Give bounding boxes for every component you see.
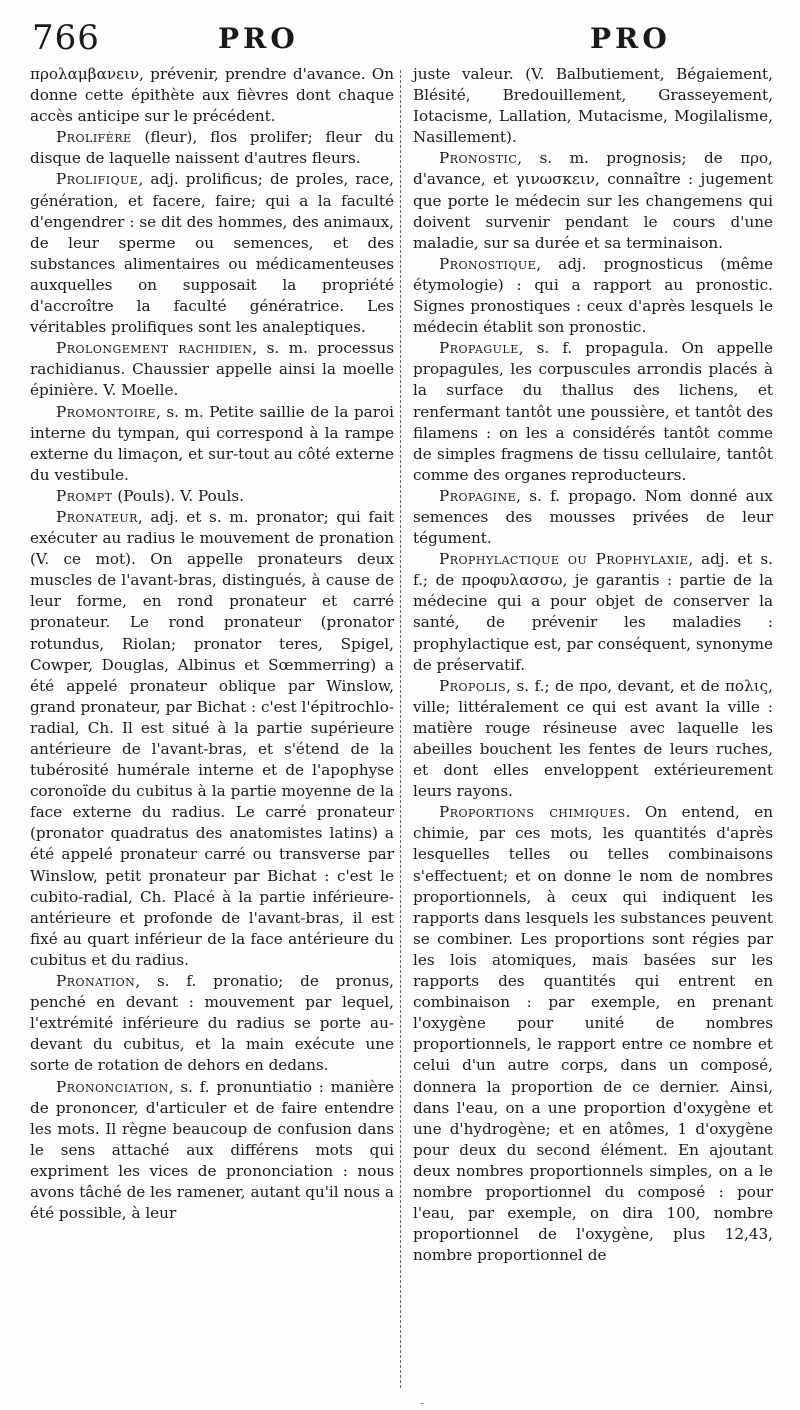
- running-head-right: PRO: [590, 22, 671, 55]
- dictionary-entry: [413, 549, 773, 676]
- entry-text: , s. f. propago. Nom donné aux semences des mousses privées de leur tégument.: [413, 486, 773, 548]
- dictionary-entry: [413, 338, 773, 486]
- right-column: [413, 64, 773, 1266]
- entry-text: , adj. et s. f.; de προφυλασσω, je garantis : partie de la médecine qui a pour objet de conserver la santé, de prévenir les maladies : prophylactique est, par conséquent, synonyme de préservatif.: [413, 550, 773, 674]
- entry-text: , s. f. pronatio; de pronus, penché en devant : mouvement par lequel, l'extrémité inférieure du radius se porte au-devant du cubitus, et la main exécute une sorte de rotation de dehors en dedans.: [30, 972, 394, 1075]
- entry-headword: Proportions chimiques: [439, 803, 626, 822]
- entry-headword: Propagule: [439, 339, 519, 358]
- entry-text: , s. m. prognosis; de προ, d'avance, et γινωσκειν, connaître : jugement que porte le médecin sur les changemens qui doivent survenir pendant le cours d'une maladie, sur sa durée et sa terminaison.: [413, 149, 773, 252]
- entry-headword: Pronostic: [439, 149, 518, 168]
- entry-text: , s. f. pronuntiatio : manière de prononcer, d'articuler et de faire entendre les mots. Il règne beaucoup de confusion dans le sens attaché aux différens mots qui expriment les vices de prononciation : nous avons tâché de les ramener, autant qu'il nous a été possible, à leur: [30, 1077, 394, 1223]
- dictionary-entry: [30, 1077, 394, 1225]
- dictionary-entry: [413, 148, 773, 253]
- entry-text: , s. m. processus rachidianus. Chaussier appelle ainsi la moelle épinière. V. Moelle.: [30, 339, 394, 400]
- footer-mark: -: [420, 1396, 425, 1410]
- dictionary-entry: [30, 507, 394, 971]
- entry-text: (Pouls). V. Pouls.: [112, 486, 245, 505]
- dictionary-entry: [30, 127, 394, 169]
- dictionary-entry: [30, 169, 394, 338]
- entry-text: , s. f. propagula. On appelle propagules, les corpuscules arrondis placés à la surface du thallus des lichens, et renfermant tantôt une poussière, et tantôt des filamens : on les a considérés tantôt comme de simples fragmens de tissu cellulaire, tantôt comme des organes reproducteurs.: [413, 339, 773, 484]
- dictionary-entry: [413, 64, 773, 148]
- entry-text: , adj. prognosticus (même étymologie) : qui a rapport au pronostic. Signes pronostiques : ceux d'après lesquels le médecin établit son pronostic.: [413, 254, 773, 337]
- dictionary-entry: [30, 64, 394, 127]
- dictionary-entry: [413, 676, 773, 803]
- entry-headword: Prompt: [56, 486, 113, 505]
- left-column: [30, 64, 394, 1224]
- entry-text: , s. m. Petite saillie de la paroi interne du tympan, qui correspond à la rampe externe du limaçon, et sur-tout au côté externe du vestibule.: [30, 402, 394, 484]
- entry-headword: Prolifique: [56, 170, 139, 189]
- dictionary-entry: [30, 971, 394, 1076]
- entry-headword: Prononciation: [56, 1077, 169, 1096]
- entry-text: . On entend, en chimie, par ces mots, les quantités d'après lesquelles telles ou telles combinaisons s'effectuent; et on donne le nom de nombres proportionnels, à ceux qui indiquent les rapports dans lesquels les substances peuvent se combiner. Les proportions sont régies par les lois atomiques, mais basées sur les rapports des quantités qui entrent en combinaison : par exemple, en prenant l'oxygène pour unité de nombres proportionnels, le rapport entre ce nombre et celui d'un autre corps, dans un composé, donnera la proportion de ce dernier. Ainsi, dans l'eau, on a une proportion d'oxygène et une d'hydrogène; et en atômes, 1 d'oxygène pour deux du second élément. En ajoutant deux nombres proportionnels simples, on a le nombre proportionnel du composé : pour l'eau, par exemple, on dira 100, nombre proportionnel de l'oxygène, plus 12,43, nombre proportionnel de: [413, 803, 773, 1265]
- entry-text: προλαμβανειν, prévenir, prendre d'avance. On donne cette épithète aux fièvres dont chaque accès anticipe sur le précédent.: [30, 65, 394, 126]
- entry-text: , adj. prolificus; de proles, race, génération, et facere, faire; qui a la faculté d'engendrer : se dit des hommes, des animaux, de leur sperme ou semences, et des substances alimentaires ou médicamenteuses auxquelles on supposait la propriété d'accroître la faculté génératrice. Les véritables prolifiques sont les analeptiques.: [30, 170, 394, 337]
- entry-text: juste valeur. (V. Balbutiement, Bégaiement, Blésité, Bredouillement, Grasseyement, Iotacisme, Lallation, Mutacisme, Mogilalisme, Nasillement).: [413, 65, 773, 147]
- entry-headword: Prophylactique ou Prophylaxie: [439, 550, 689, 569]
- dictionary-entry: [30, 402, 394, 486]
- entry-headword: Prolifère: [56, 128, 132, 147]
- entry-headword: Promontoire: [56, 402, 156, 421]
- dictionary-entry: [413, 486, 773, 549]
- dictionary-entry: [30, 486, 394, 507]
- page-number: 766: [32, 18, 100, 58]
- entry-headword: Pronation: [56, 972, 136, 991]
- entry-headword: Prolongement rachidien: [56, 339, 253, 358]
- dictionary-entry: [413, 254, 773, 338]
- entry-headword: Pronateur: [56, 507, 138, 526]
- entry-headword: Propolis: [439, 676, 507, 695]
- dictionary-entry: [413, 802, 773, 1266]
- entry-headword: Pronostique: [439, 254, 537, 273]
- entry-text: , s. f.; de προ, devant, et de πολις, ville; littéralement ce qui est avant la ville : matière rouge résineuse avec laquelle les abeilles bouchent les fentes de leurs ruches, et dont elles enveloppent extérieurement leurs rayons.: [413, 676, 773, 801]
- dictionary-entry: [30, 338, 394, 401]
- entry-headword: Propagine: [439, 486, 517, 505]
- column-divider: [400, 70, 402, 1388]
- entry-text: , adj. et s. m. pronator; qui fait exécuter au radius le mouvement de pronation (V. ce mot). On appelle pronateurs deux muscles de l'avant-bras, distingués, à cause de leur forme, en rond pronateur et carré pronateur. Le rond pronateur (pronator rotundus, Riolan; pronator teres, Spigel, Cowper, Douglas, Albinus et Sœmmerring) a été appelé pronateur oblique par Winslow, grand pronateur, par Bichat : c'est l'épitrochlo-radial, Ch. Il est situé à la partie supérieure antérieure de l'avant-bras, et s'étend de la tubérosité humérale interne et de l'apophyse coronoïde du cubitus à la partie moyenne de la face externe du radius. Le carré pronateur (pronator quadratus des anatomistes latins) a été appelé pronateur carré ou transverse par Winslow, petit pronateur par Bichat : c'est le cubito-radial, Ch. Placé à la partie inférieure-antérieure et profonde de l'avant-bras, il est fixé au quart inférieur de la face antérieure du cubitus et du radius.: [30, 507, 394, 969]
- page-header: [30, 18, 770, 64]
- running-head-left: PRO: [218, 22, 299, 55]
- entry-text: (fleur), flos prolifer; fleur du disque de laquelle naissent d'autres fleurs.: [30, 128, 394, 168]
